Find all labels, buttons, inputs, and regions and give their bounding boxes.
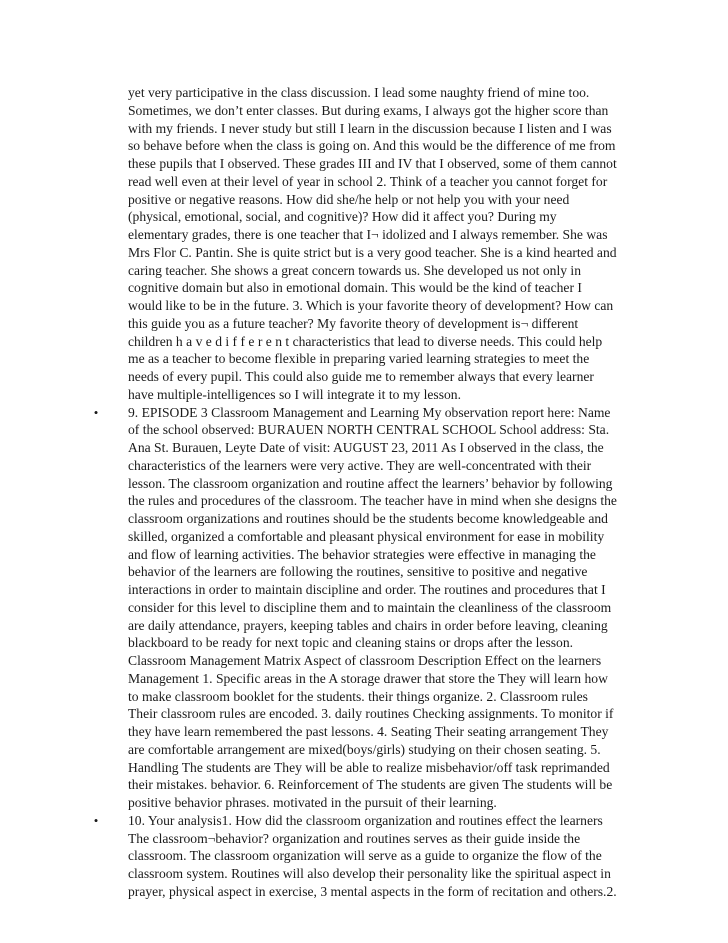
text-line: this guide you as a future teacher? My favorite theory of development is¬ different xyxy=(128,315,579,331)
text-line: of the school observed: BURAUEN NORTH CENTRAL SCHOOL School address: Sta. xyxy=(128,422,610,438)
document-body xyxy=(93,84,668,901)
text-line: me as a teacher to become flexible in preparing varied learning strategies to meet the xyxy=(128,351,590,367)
text-line: children h a v e d i f f e r e n t characteristics that lead to diverse needs. This could help xyxy=(128,333,603,349)
text-line: have multiple-intelligences so I will integrate it to my lesson. xyxy=(128,386,461,402)
text-line: yet very participative in the class discussion. I lead some naughty friend of mine too. xyxy=(128,85,590,100)
bullet-item-episode-3 xyxy=(93,404,668,812)
text-line: characteristics of the learners were very active. They are well-concentrated with their xyxy=(128,457,592,473)
text-line: the rules and procedures of the classroom. The teacher have in mind when she designs the xyxy=(128,493,617,509)
text-line: would like to be in the future. 3. Which is your favorite theory of development? How can xyxy=(128,298,614,313)
text-line: cognitive domain but also in emotional domain. This would be the kind of teacher I xyxy=(128,280,582,296)
text-line: classroom system. Routines will also develop their personality like the spiritual aspect in xyxy=(128,866,611,881)
text-line: their mistakes. behavior. 6. Reinforcement of The students are given The students will be xyxy=(128,777,613,793)
text-line: to make classroom booklet for the students. their things organize. 2. Classroom rules xyxy=(128,688,588,704)
text-line: behavior of the learners are following the routines, sensitive to positive and negative xyxy=(128,564,588,580)
text-line: classroom. The classroom organization will serve as a guide to organize the flow of the xyxy=(128,848,602,864)
text-line: so behave before when the class is going on. And this would be the difference of me from xyxy=(128,138,616,154)
text-line: and flow of learning activities. The behavior strategies were effective in managing the xyxy=(128,546,596,562)
text-line: are daily attendance, prayers, keeping tables and chairs in order before leaving, cleaning xyxy=(128,617,608,633)
paragraph-continuation xyxy=(128,84,668,404)
text-line: classroom organizations and routines should be the students become knowledgeable and xyxy=(128,511,608,526)
text-line: Sometimes, we don’t enter classes. But during exams, I always got the higher score than xyxy=(128,102,609,118)
text-line: are comfortable arrangement are mixed(boys/girls) studying on their chosen seating. 5. xyxy=(128,741,601,757)
text-line: they have learn remembered the past lessons. 4. Seating Their seating arrangement They xyxy=(128,724,609,739)
text-line: The classroom¬behavior? organization and routines serves as their guide inside the xyxy=(128,830,581,846)
text-line: 10. Your analysis1. How did the classroom organization and routines effect the learners xyxy=(128,812,603,828)
text-line: lesson. The classroom organization and routine affect the learners’ behavior by following xyxy=(128,475,613,491)
text-line: prayer, physical aspect in exercise, 3 mental aspects in the form of recitation and others.2. xyxy=(128,883,617,899)
text-line: these pupils that I observed. These grades III and IV that I observed, some of them cannot xyxy=(128,156,617,171)
text-line: 9. EPISODE 3 Classroom Management and Learning My observation report here: Name xyxy=(128,404,611,420)
bullet-item-analysis xyxy=(93,812,668,901)
text-line: elementary grades, there is one teacher that I¬ idolized and I always remember. She was xyxy=(128,227,608,242)
text-line: Classroom Management Matrix Aspect of classroom Description Effect on the learners xyxy=(128,653,602,668)
text-line: read well even at their level of year in school 2. Think of a teacher you cannot forget for xyxy=(128,173,608,189)
text-line: skilled, organized a comfortable and pleasant physical environment for ease in mobility xyxy=(128,528,605,544)
text-line: Mrs Flor C. Pantin. She is quite strict but is a very good teacher. She is a kind hearted and xyxy=(128,244,617,260)
text-line: with my friends. I never study but still I learn in the discussion because I listen and I was xyxy=(128,120,612,136)
text-line: interactions in order to maintain discipline and order. The routines and procedures that I xyxy=(128,582,606,597)
text-line: blackboard to be ready for next topic and cleaning stains or drops after the lesson. xyxy=(128,635,574,651)
text-line: (physical, emotional, social, and cognitive)? How did it affect you? During my xyxy=(128,209,557,225)
text-line: caring teacher. She shows a great concern towards us. She developed us not only in xyxy=(128,262,582,278)
text-line: Handling The students are They will be able to realize misbehavior/off task reprimanded xyxy=(128,759,610,775)
text-line: Their classroom rules are encoded. 3. daily routines Checking assignments. To monitor if xyxy=(128,706,614,722)
bullet-icon: • xyxy=(93,812,99,828)
text-line: consider for this level to discipline them and to maintain the cleanliness of the classroom xyxy=(128,599,612,615)
text-line: positive behavior phrases. motivated in the pursuit of their learning. xyxy=(128,795,497,810)
text-line: Ana St. Burauen, Leyte Date of visit: AUGUST 23, 2011 As I observed in the class, the xyxy=(128,440,604,455)
text-line: Management 1. Specific areas in the A storage drawer that store the They will learn how xyxy=(128,670,608,686)
text-line: needs of every pupil. This could also guide me to remember always that every learner xyxy=(128,369,594,384)
bullet-icon: • xyxy=(93,404,99,420)
text-line: positive or negative reasons. How did she/he help or not help you with your need xyxy=(128,191,570,207)
